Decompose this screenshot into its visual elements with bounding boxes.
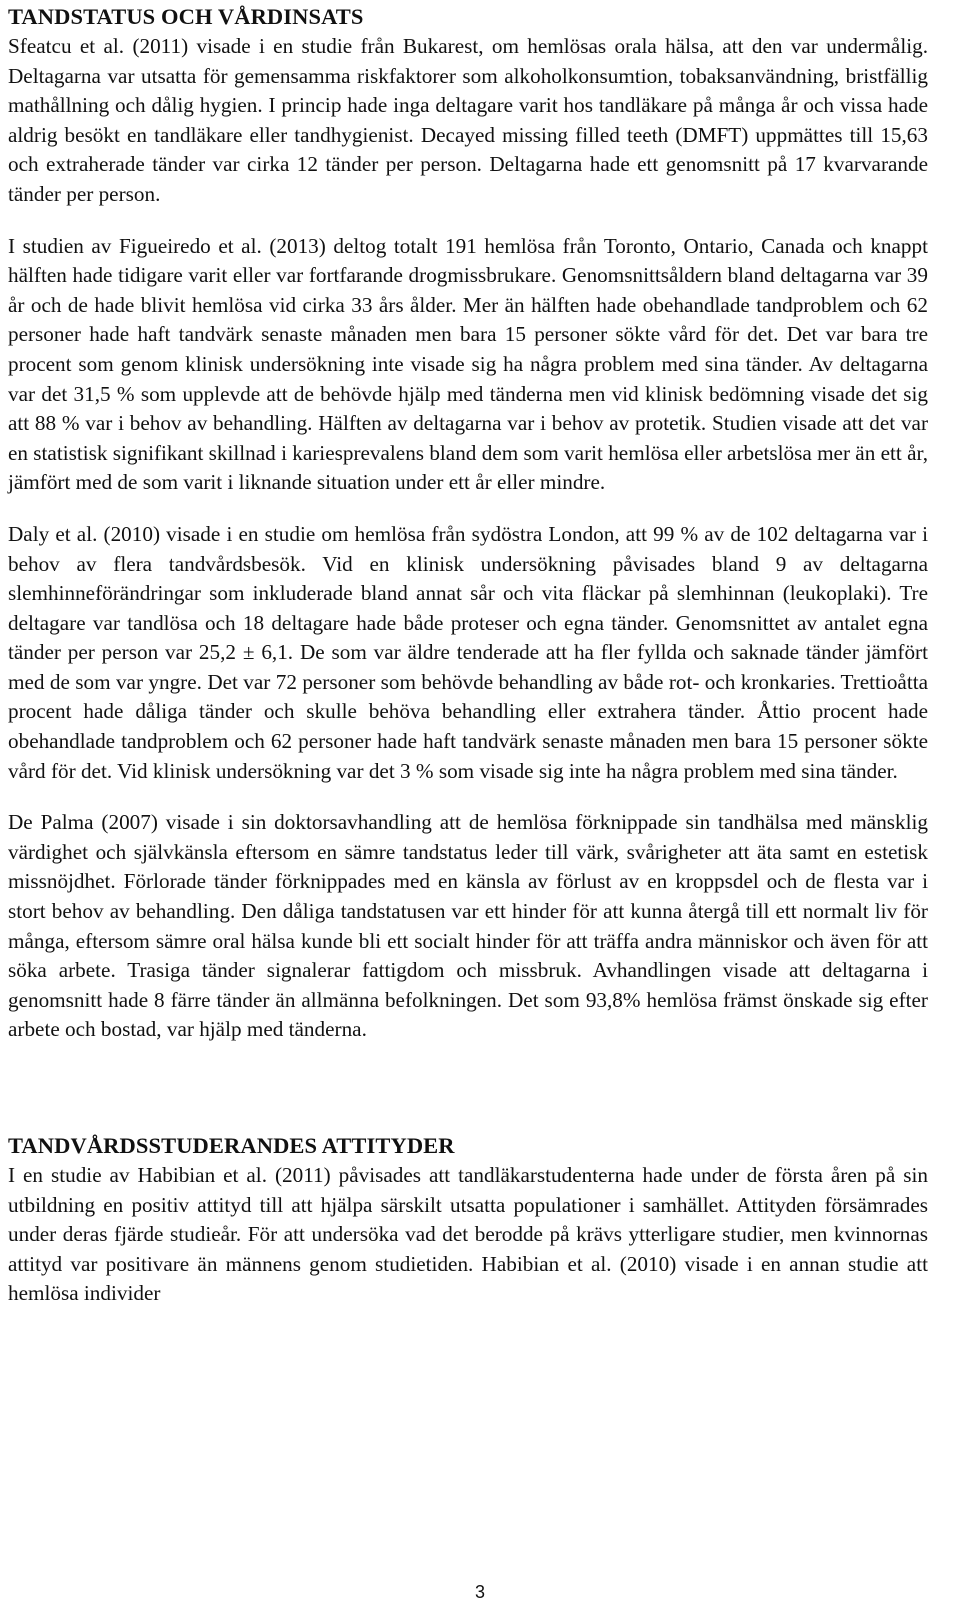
paragraph-daly: Daly et al. (2010) visade i en studie om hemlösa från sydöstra London, att 99 % av de 102 deltagarna var i behov av flera tandvårdsbesök. Vid en klinisk undersökning påvisades bland 9 av deltagarna slemhinneförändringar som inkluderade bland annat sår och vita fläckar på slemhinnan (leukoplaki). Tre deltagare var tandlösa och 18 deltagare hade både proteser och egna tänder. Genomsnittet av antalet egna tänder per person var 25,2 ± 6,1. De som var äldre tenderade att ha fler fyllda och saknade tänder jämfört med de som var yngre. Det var 72 personer som behövde behandling av både rot- och kronkaries. Trettioåtta procent hade dåliga tänder och skulle behöva behandling eller extrahera tänder. Åttio procent hade obehandlade tandproblem och 62 personer hade haft tandvärk senaste månaden men bara 15 personer sökte vård för det. Vid klinisk undersökning var det 3 % som visade sig inte ha några problem med sina tänder. [8, 521, 928, 783]
section-heading-attityder: TANDVÅRDSSTUDERANDES ATTITYDER [8, 1133, 455, 1158]
paragraph-habibian: I en studie av Habibian et al. (2011) påvisades att tandläkarstudenterna hade under de första åren på sin utbildning en positiv attityd till att hjälpa särskilt utsatta populationer i samhället. Attityden försämrades under deras fjärde studieår. För att undersöka vad det berodde på krävs ytterligare studier, men kvinnornas attityd var positivare än männens genom studietiden. Habibian et al. (2010) visade i en annan studie att hemlösa individer [8, 1163, 928, 1306]
paragraph-gap [8, 786, 928, 808]
paragraph-de-palma: De Palma (2007) visade i sin doktorsavhandling att de hemlösa förknippade sin tandhälsa med mänsklig värdighet och självkänsla eftersom en sämre tandstatus leder till värk, svårigheter att äta samt en estetisk missnöjdhet. Förlorade tänder förknippades med en känsla av förlust av en kroppsdel och de flesta var i stort behov av behandling. Den dåliga tandstatusen var ett hinder för att kunna återgå till ett normalt liv för många, eftersom sämre oral hälsa kunde bli ett socialt hinder för att träffa andra människor och även för att söka arbete. Trasiga tänder signalerar fattigdom och missbruk. Avhandlingen visade att deltagarna i genomsnitt hade 8 färre tänder än allmänna befolkningen. Det som 93,8% hemlösa främst önskade sig efter arbete och bostad, var hjälp med tänderna. [8, 810, 928, 1042]
page-number: 3 [474, 1582, 485, 1602]
document-page [8, 2, 928, 1309]
paragraph-sfeatcu: Sfeatcu et al. (2011) visade i en studie från Bukarest, om hemlösas orala hälsa, att den var undermålig. Deltagarna var utsatta för gemensamma riskfaktorer som alkoholkonsumtion, tobaksanvändning, bristfällig mathållning och dålig hygien. I princip hade inga deltagare varit hos tandläkare på många år och vissa hade aldrig besökt en tandläkare eller tandhygienist. Decayed missing filled teeth (DMFT) uppmättes till 15,63 och extraherade tänder var cirka 12 tänder per person. Deltagarna hade ett genomsnitt på 17 kvarvarande tänder per person. [8, 34, 928, 206]
section-gap [8, 1045, 928, 1131]
paragraph-gap [8, 498, 928, 520]
section-heading-tandstatus: TANDSTATUS OCH VÅRDINSATS [8, 4, 364, 29]
paragraph-figueiredo: I studien av Figueiredo et al. (2013) deltog totalt 191 hemlösa från Toronto, Ontario, Canada och knappt hälften hade tidigare varit eller var fortfarande drogmissbrukare. Genomsnittsåldern bland deltagarna var 39 år och de hade blivit hemlösa vid cirka 33 års ålder. Mer än hälften hade obehandlade tandproblem och 62 personer hade haft tandvärk senaste månaden men bara 15 personer sökte vård för det. Det var bara tre procent som genom klinisk undersökning inte visade sig ha några problem med sina tänder. Av deltagarna var det 31,5 % som upplevde att de behövde hjälp med tänderna men vid klinisk bedömning visade det sig att 88 % var i behov av behandling. Hälften av deltagarna var i behov av protetik. Studien visade att det var en statistisk signifikant skillnad i kariesprevalens bland dem som varit hemlösa eller arbetslösa mer än ett år, jämfört med de som varit i liknande situation under ett år eller mindre. [8, 233, 928, 495]
paragraph-gap [8, 210, 928, 232]
